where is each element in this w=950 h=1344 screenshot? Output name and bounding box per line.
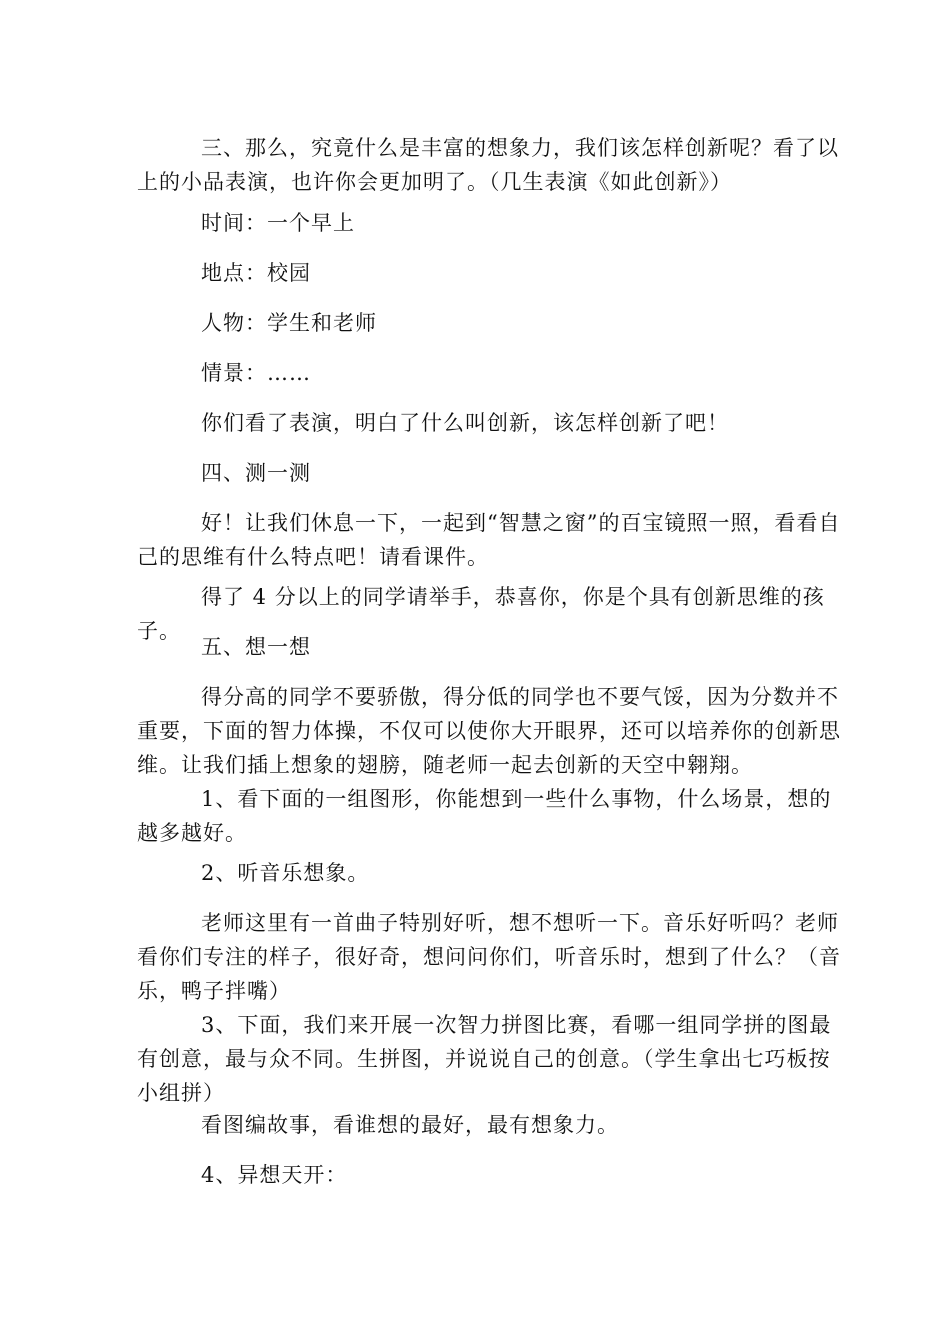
paragraph-item-2: 2、听音乐想象。 — [201, 861, 370, 885]
paragraph-story: 看图编故事，看谁想的最好，最有想象力。 — [201, 1113, 619, 1137]
paragraph-mind-exercise: 得分高的同学不要骄傲，得分低的同学也不要气馁，因为分数并不重要，下面的智力体操，不仅可以使你大开眼界，还可以培养你的创新思维。让我们插上想象的翅膀，随老师一起去创新的天空中翱翔。 — [137, 685, 841, 777]
paragraph-item-1: 1、看下面的一组图形，你能想到一些什么事物，什么场景，想的越多越好。 — [137, 787, 832, 845]
paragraph-characters: 人物：学生和老师 — [201, 311, 377, 335]
paragraph-time: 时间：一个早上 — [201, 211, 355, 235]
paragraph-item-3: 3、下面，我们来开展一次智力拼图比赛，看哪一组同学拼的图最有创意，最与众不同。生拼图，并说说自己的创意。（学生拿出七巧板按小组拼） — [137, 1013, 832, 1105]
paragraph-scene: 情景：…… — [201, 361, 311, 385]
paragraph-wisdom-window: 好！让我们休息一下，一起到“智慧之窗”的百宝镜照一照，看看自己的思维有什么特点吧！请看课件。 — [137, 511, 841, 569]
paragraph-score: 得了 4 分以上的同学请举手，恭喜你，你是个具有创新思维的孩子。 — [137, 585, 825, 643]
paragraph-section-3: 三、那么，究竟什么是丰富的想象力，我们该怎样创新呢？看了以上的小品表演，也许你会更加明了。（几生表演《如此创新》） — [137, 136, 839, 194]
heading-section-5: 五、想一想 — [201, 635, 311, 659]
paragraph-item-4: 4、异想天开： — [201, 1163, 348, 1187]
paragraph-after-show: 你们看了表演，明白了什么叫创新，该怎样创新了吧！ — [201, 411, 729, 435]
paragraph-place: 地点：校园 — [201, 261, 311, 285]
heading-section-4: 四、测一测 — [201, 461, 311, 485]
paragraph-music: 老师这里有一首曲子特别好听，想不想听一下。音乐好听吗？老师看你们专注的样子，很好奇，想问问你们，听音乐时，想到了什么？（音乐，鸭子拌嘴） — [137, 911, 841, 1003]
